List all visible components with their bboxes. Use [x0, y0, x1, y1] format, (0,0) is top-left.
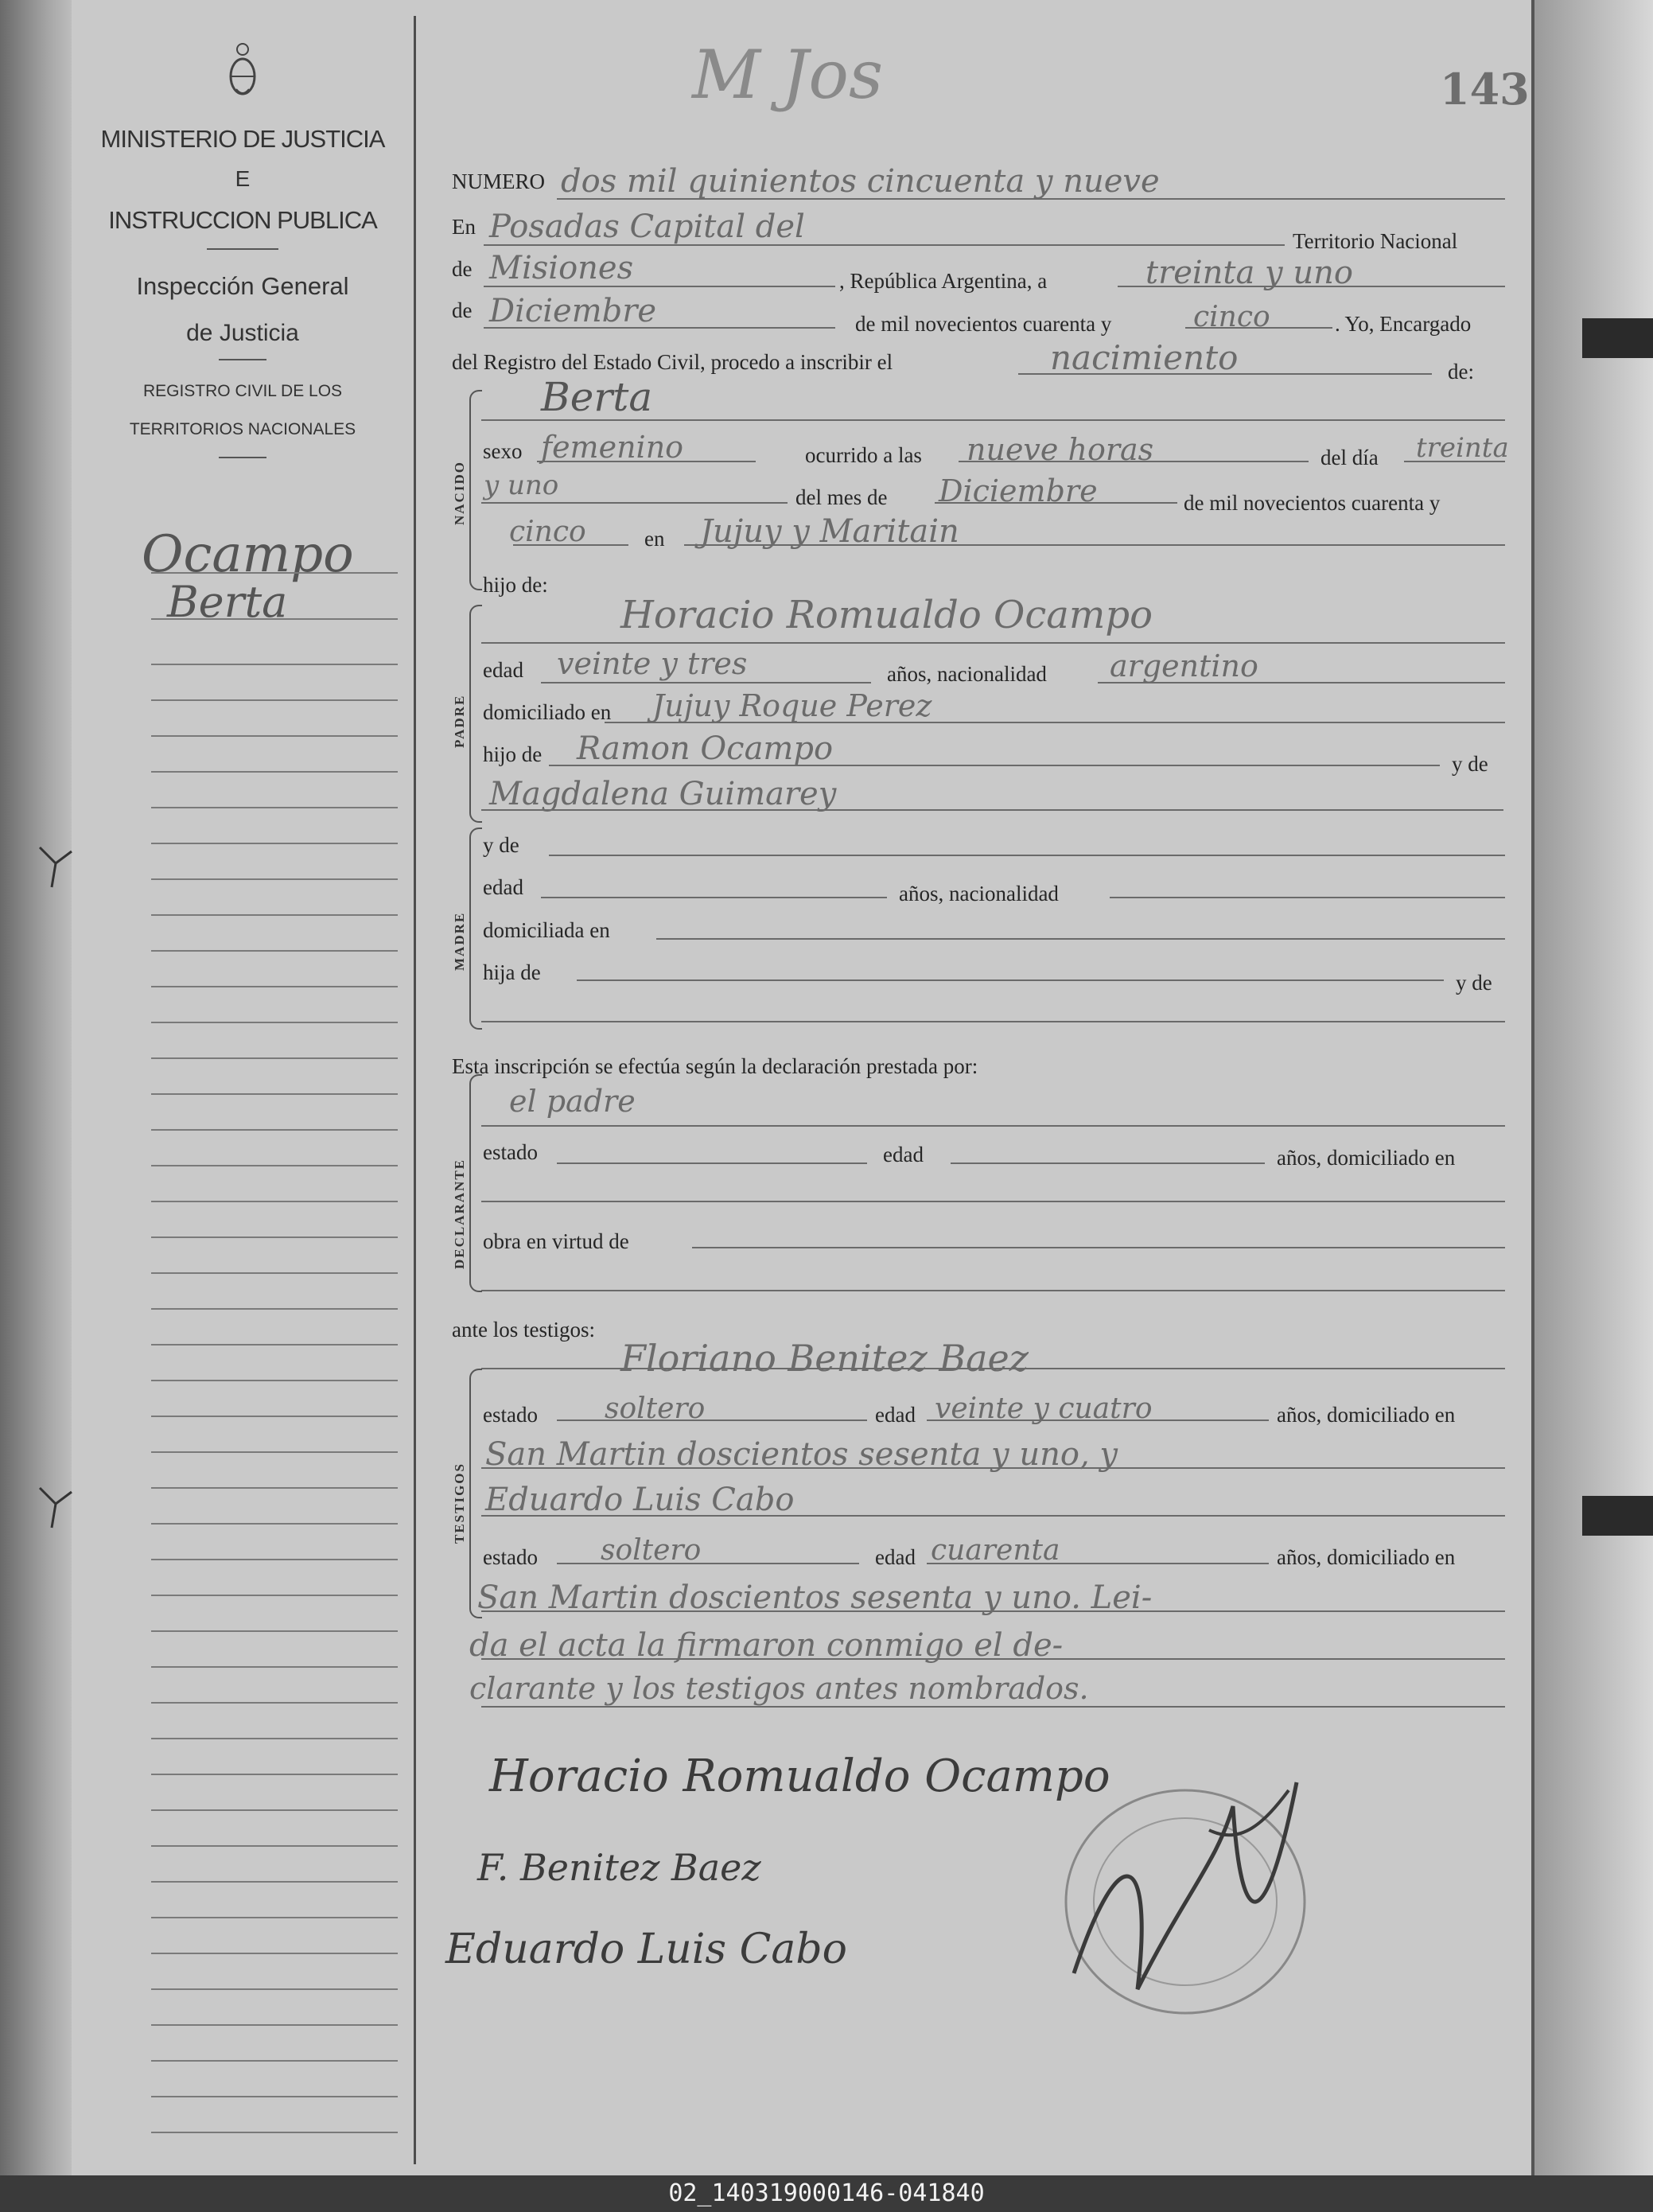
madre-section-label: MADRE [452, 911, 467, 971]
cuarenta-label: de mil novecientos cuarenta y [1184, 491, 1441, 515]
declarante-quien-value: el padre [509, 1084, 636, 1119]
testigo2-edad-label: edad [875, 1545, 916, 1569]
dia-a-value: treinta [1416, 432, 1509, 464]
mil-label: de mil novecientos cuarenta y [855, 312, 1112, 336]
nota-line-2: clarante y los testigos antes nombrados. [469, 1671, 1089, 1706]
en-nac-label: en [644, 527, 665, 551]
ministry-line-3: INSTRUCCION PUBLICA [108, 206, 377, 234]
testigo2-edad-value: cuarenta [931, 1534, 1060, 1567]
registro-label: del Registro del Estado Civil, procedo a inscribir el [452, 350, 893, 374]
testigo2-dom-value: San Martin doscientos sesenta y uno. Lei- [477, 1579, 1153, 1616]
top-scribble: M Jos [692, 36, 884, 114]
padre-edad-value: veinte y tres [557, 646, 748, 681]
madre-edad-label: edad [483, 875, 523, 899]
registry-line-2: TERRITORIOS NACIONALES [129, 420, 356, 438]
nombre-value: Berta [541, 374, 653, 420]
testigo1-edad-value: veinte y cuatro [935, 1392, 1153, 1425]
nota-line-1: da el acta la firmaron conmigo el de- [469, 1627, 1064, 1664]
acto-value: nacimiento [1050, 338, 1239, 377]
en-label: En [452, 215, 476, 239]
padre-padres-value: Ramon Ocampo [577, 730, 834, 767]
padre-brace [469, 605, 482, 823]
territorio-label: Territorio Nacional [1293, 229, 1458, 253]
anio-nac-value: cinco [509, 516, 586, 548]
signature-testigo2: Eduardo Luis Cabo [445, 1926, 847, 1973]
testigo2-nombre-value: Eduardo Luis Cabo [485, 1482, 795, 1518]
footer-image-id: 02_140319000146-041840 [0, 2175, 1653, 2212]
testigo1-estado-value: soltero [605, 1392, 706, 1425]
padre-section-label: PADRE [452, 694, 467, 748]
padre-domiciliado-label: domiciliado en [483, 700, 612, 724]
declarante-edad-label: edad [883, 1143, 924, 1166]
officer-signature-seal [1026, 1735, 1360, 2053]
testigo1-nombre-value: Floriano Benitez Baez [620, 1337, 1029, 1380]
nacido-section-label: NACIDO [452, 461, 467, 525]
padre-nombre-value: Horacio Romualdo Ocampo [620, 593, 1153, 637]
madre-anos-label: años, nacionalidad [899, 882, 1059, 905]
declarante-obra-label: obra en virtud de [483, 1229, 629, 1253]
numero-value: dos mil quinientos cincuenta y nueve [561, 163, 1160, 200]
padre-nac-value: argentino [1110, 648, 1258, 683]
padre-edad-label: edad [483, 658, 523, 682]
declarante-estado-label: estado [483, 1140, 538, 1164]
mes-value: Diciembre [489, 293, 657, 329]
en-value: Posadas Capital del [489, 208, 805, 245]
delmes-label: del mes de [795, 485, 888, 509]
inspection-line-2: de Justicia [186, 320, 299, 346]
padre-madre-value: Magdalena Guimarey [489, 776, 837, 812]
madre-yde2-label: y de [1456, 971, 1492, 995]
hora-value: nueve horas [967, 432, 1154, 467]
dia-b-value: y uno [484, 469, 559, 501]
testigo1-dom-value: San Martin doscientos sesenta y uno, y [485, 1436, 1118, 1473]
ocurrido-label: ocurrido a las [805, 443, 922, 467]
de2-label: de [452, 298, 473, 322]
de3-label: de: [1448, 360, 1474, 384]
yo-label: . Yo, Encargado [1335, 312, 1472, 336]
signature-padre: Horacio Romualdo Ocampo [489, 1751, 1110, 1802]
anio-value: cinco [1193, 301, 1270, 333]
testigo2-anos-label: años, domiciliado en [1277, 1545, 1456, 1569]
madre-yde-label: y de [483, 833, 519, 857]
inspection-line-1: Inspección General [136, 272, 349, 300]
testigo1-anos-label: años, domiciliado en [1277, 1403, 1456, 1427]
testigo2-estado-value: soltero [601, 1534, 702, 1567]
testigos-section-label: TESTIGOS [452, 1462, 467, 1544]
declarante-anos-label: años, domiciliado en [1277, 1146, 1456, 1170]
padre-anos-label: años, nacionalidad [887, 662, 1047, 686]
nacido-brace [469, 390, 482, 590]
madre-hija-label: hija de [483, 960, 541, 984]
testigo1-estado-label: estado [483, 1403, 538, 1427]
ministry-line-2: E [235, 166, 251, 191]
signature-testigo1: F. Benitez Baez [477, 1846, 761, 1889]
testigos-label: ante los testigos: [452, 1318, 595, 1342]
declaracion-label: Esta inscripción se efectúa según la declaración prestada por: [452, 1054, 978, 1078]
padre-yde-label: y de [1452, 752, 1488, 776]
testigo1-edad-label: edad [875, 1403, 916, 1427]
deldia-label: del día [1320, 446, 1379, 469]
de-value: Misiones [489, 250, 634, 286]
republica-label: , República Argentina, a [839, 269, 1048, 293]
dia-value: treinta y uno [1145, 255, 1353, 291]
hijo-label: hijo de: [483, 573, 548, 597]
declarante-section-label: DECLARANTE [452, 1158, 467, 1269]
registry-line-1: REGISTRO CIVIL DE LOS [142, 382, 343, 400]
ministry-line-1: MINISTERIO DE JUSTICIA [100, 125, 385, 153]
padre-dom-value: Jujuy Roque Perez [652, 688, 932, 723]
testigo2-estado-label: estado [483, 1545, 538, 1569]
sexo-label: sexo [483, 439, 523, 463]
mes-nac-value: Diciembre [939, 473, 1098, 508]
padre-hijode-label: hijo de [483, 742, 543, 766]
page-number: 143 [1440, 64, 1530, 115]
madre-brace [469, 828, 482, 1030]
sexo-value: femenino [541, 430, 684, 465]
de-label: de [452, 257, 473, 281]
numero-label: NUMERO [452, 169, 546, 193]
margin-given-name: Berta [167, 577, 288, 627]
declarante-brace [469, 1074, 482, 1292]
madre-domiciliada-label: domiciliada en [483, 918, 610, 942]
margin-surname: Ocampo [142, 525, 354, 584]
lugar-value: Jujuy y Maritain [700, 513, 959, 550]
